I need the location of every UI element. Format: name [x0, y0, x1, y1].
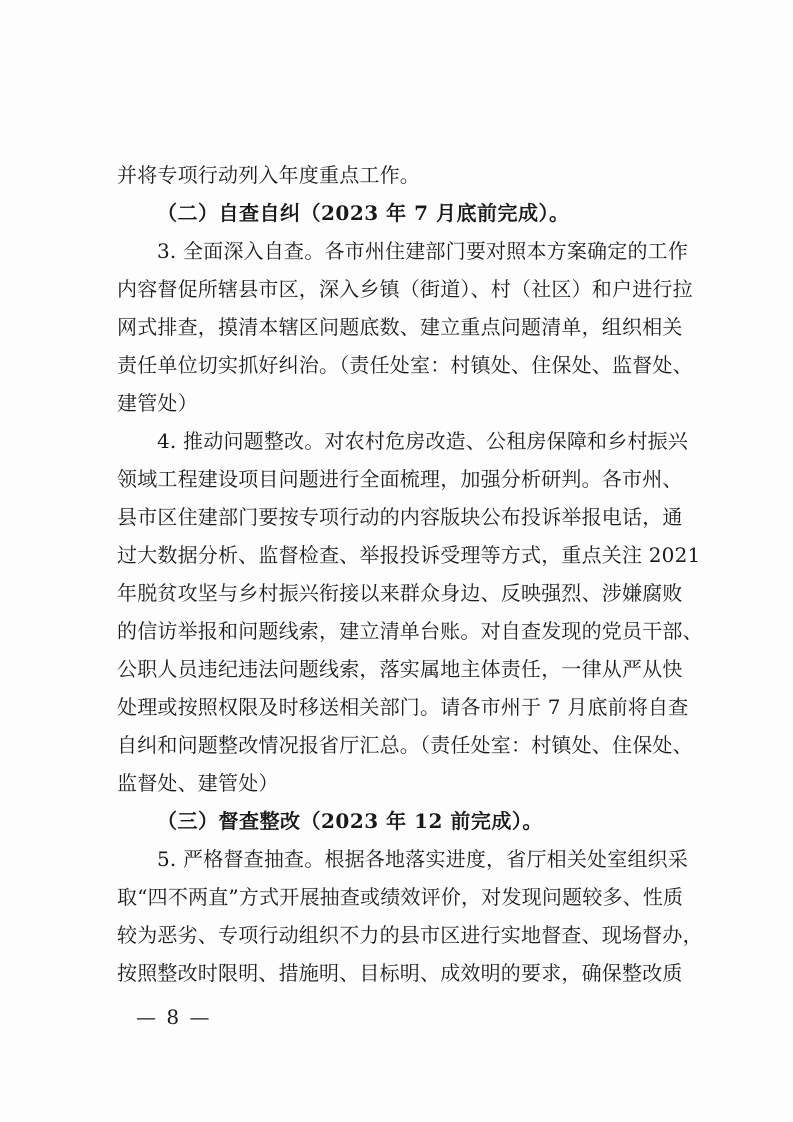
- body-text-line: 县市区住建部门要按专项行动的内容版块公布投诉举报电话，通: [117, 505, 683, 529]
- body-text-line: 建管处）: [117, 391, 198, 415]
- body-text-line: 取“四不两直”方式开展抽查或绩效评价，对发现问题较多、性质: [117, 885, 684, 909]
- body-text-line: 3. 全面深入自查。各市州住建部门要对照本方案确定的工作: [157, 239, 689, 263]
- body-text-line: 责任单位切实抓好纠治。（责任处室：村镇处、住保处、监督处、: [117, 353, 693, 377]
- section-heading-self-check: （二）自查自纠（2023 年 7 月底前完成）。: [157, 201, 570, 225]
- body-text-line: 自纠和问题整改情况报省厅汇总。（责任处室：村镇处、住保处、: [117, 733, 693, 757]
- section-heading-supervision: （三）督查整改（2023 年 12 前完成）。: [157, 809, 543, 833]
- body-text-line: 网式排查，摸清本辖区问题底数、建立重点问题清单，组织相关: [117, 315, 683, 339]
- body-text-line: 的信访举报和问题线索，建立清单台账。对自查发现的党员干部、: [117, 619, 703, 643]
- body-text-line: 处理或按照权限及时移送相关部门。请各市州于 7 月底前将自查: [117, 695, 689, 719]
- body-text-line: 公职人员违纪违法问题线索，落实属地主体责任，一律从严从快: [117, 657, 683, 681]
- body-text-line: 按照整改时限明、措施明、目标明、成效明的要求，确保整改质: [117, 961, 683, 985]
- body-text-line: 监督处、建管处）: [117, 771, 279, 795]
- body-text-line: 领域工程建设项目问题进行全面梳理，加强分析研判。各市州、: [117, 467, 683, 491]
- page-number: — 8 —: [136, 1005, 212, 1029]
- body-text-line: 过大数据分析、监督检查、举报投诉受理等方式，重点关注 2021: [117, 543, 701, 567]
- body-text-line: 5. 严格督查抽查。根据各地落实进度，省厅相关处室组织采: [157, 847, 689, 871]
- body-text-line: 4. 推动问题整改。对农村危房改造、公租房保障和乡村振兴: [157, 429, 689, 453]
- body-text-line: 内容督促所辖县市区，深入乡镇（街道）、村（社区）和户进行拉: [117, 277, 693, 301]
- body-text-line: 较为恶劣、专项行动组织不力的县市区进行实地督查、现场督办，: [117, 923, 703, 947]
- body-text-line: 年脱贫攻坚与乡村振兴衔接以来群众身边、反映强烈、涉嫌腐败: [117, 581, 683, 605]
- body-text-line: 并将专项行动列入年度重点工作。: [117, 163, 420, 187]
